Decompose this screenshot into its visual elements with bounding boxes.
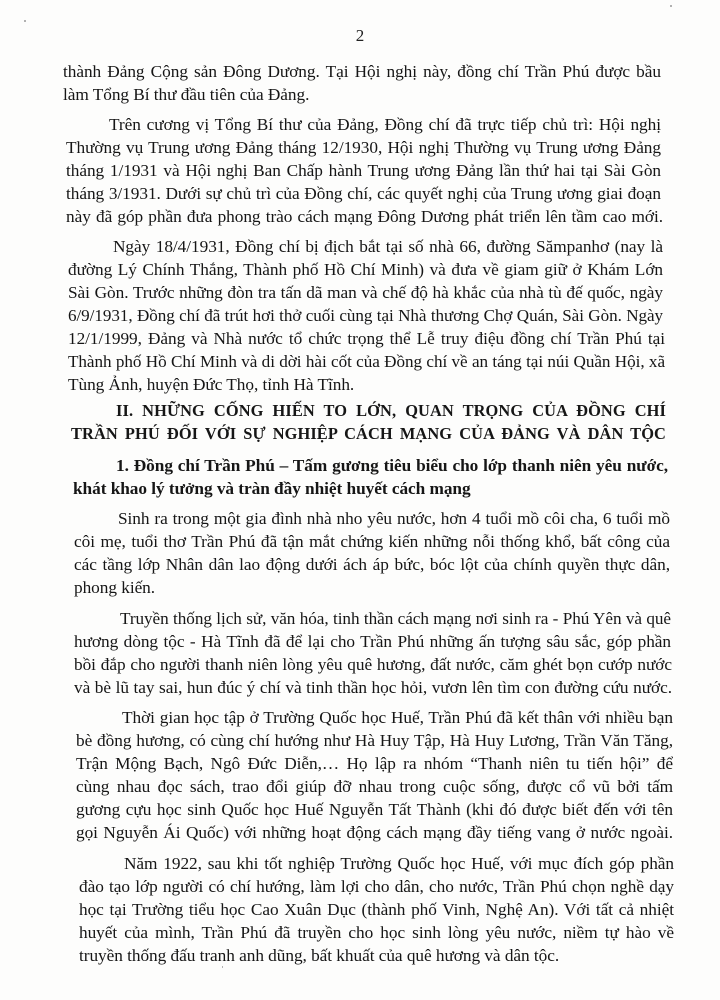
- text-line: gương cựu học sinh Quốc học Huế Nguyễn Tất Thành (khi đó được biết đến với tên: [76, 800, 673, 819]
- text-line: Tùng Ảnh, huyện Đức Thọ, tỉnh Hà Tĩnh.: [68, 375, 355, 394]
- heading-line: II. NHỮNG CỐNG HIẾN TO LỚN, QUAN TRỌNG CỦA ĐỒNG CHÍ: [116, 401, 666, 420]
- text-line: Sinh ra trong một gia đình nhà nho yêu nước, hơn 4 tuổi mồ côi cha, 6 tuổi mồ: [118, 509, 670, 528]
- text-line: Năm 1922, sau khi tốt nghiệp Trường Quốc học Huế, với mục đích góp phần: [124, 854, 674, 873]
- scan-speck: [24, 20, 26, 22]
- scan-speck: [670, 5, 672, 7]
- text-line: huyết của mình, Trần Phú đã truyền cho học sinh lòng yêu nước, niềm tự hào về: [79, 923, 674, 942]
- text-line: đường Lý Chính Thắng, Thành phố Hồ Chí Minh) và đưa về giam giữ ở Khám Lớn: [68, 260, 663, 279]
- text-line: gọi Nguyễn Ái Quốc) với những hoạt động cách mạng đầy tiếng vang ở nước ngoài.: [76, 823, 673, 842]
- scan-speck: [222, 966, 223, 968]
- text-line: làm Tổng Bí thư đầu tiên của Đảng.: [63, 85, 310, 104]
- text-line: thành Đảng Cộng sản Đông Dương. Tại Hội nghị này, đồng chí Trần Phú được bầu: [63, 62, 661, 81]
- text-line: phong kiến.: [74, 578, 156, 597]
- text-line: truyền thống đấu tranh anh dũng, bất khuất của quê hương và dân tộc.: [79, 946, 560, 965]
- text-line: Sài Gòn. Trước những đòn tra tấn dã man và chế độ hà khắc của nhà tù đế quốc, ngày: [68, 283, 663, 302]
- text-line: và bè lũ tay sai, hun đúc ý chí và tinh thần học hỏi, vươn lên tìm con đường cứu nước.: [74, 678, 672, 697]
- page-number: 2: [355, 26, 365, 45]
- text-line: các tầng lớp Nhân dân lao động dưới ách áp bức, bóc lột của chính quyền thực dân,: [74, 555, 670, 574]
- text-line: 12/1/1999, Đảng và Nhà nước tổ chức trọng thể Lễ truy điệu đồng chí Trần Phú tại: [68, 329, 665, 348]
- text-line: tháng 3/1931. Dưới sự chủ trì của Đồng chí, các quyết nghị của Trung ương giai đoạn: [66, 184, 661, 203]
- heading-line: TRẦN PHÚ ĐỐI VỚI SỰ NGHIỆP CÁCH MẠNG CỦA ĐẢNG VÀ DÂN TỘC: [71, 424, 666, 443]
- text-line: Truyền thống lịch sử, văn hóa, tinh thần cách mạng nơi sinh ra - Phú Yên và quê: [120, 609, 671, 628]
- text-line: Thường vụ Trung ương Đảng tháng 12/1930, Hội nghị Thường vụ Trung ương Đảng: [66, 138, 661, 157]
- text-line: đào tạo lớp người có chí hướng, làm lợi cho dân, cho nước, Trần Phú chọn nghề dạy: [79, 877, 674, 896]
- text-line: 6/9/1931, Đồng chí đã trút hơi thở cuối cùng tại Nhà thương Chợ Quán, Sài Gòn. Ngày: [68, 306, 663, 325]
- text-line: bồi đắp cho người thanh niên lòng yêu quê hương, đất nước, căm ghét bọn cướp nước: [74, 655, 672, 674]
- text-line: Thành phố Hồ Chí Minh và di dời hài cốt của Đồng chí về an táng tại núi Quần Hội, xã: [68, 352, 665, 371]
- text-line: côi mẹ, tuổi thơ Trần Phú đã tận mắt chứng kiến những nỗi thống khổ, bất công của: [74, 532, 670, 551]
- text-line: Trận Mộng Bạch, Ngô Đức Diễn,… Họ lập ra nhóm “Thanh niên tu tiến hội” để: [76, 754, 673, 773]
- heading-line: 1. Đồng chí Trần Phú – Tấm gương tiêu biểu cho lớp thanh niên yêu nước,: [116, 456, 668, 475]
- text-line: cùng nhau đọc sách, trao đổi giúp đỡ nhau trong cuộc sống, được cổ vũ bởi tấm: [76, 777, 673, 796]
- text-line: Trên cương vị Tổng Bí thư của Đảng, Đồng chí đã trực tiếp chủ trì: Hội nghị: [109, 115, 661, 134]
- text-line: bè đồng hương, có cùng chí hướng như Hà Huy Tập, Hà Huy Lương, Trần Văn Tăng,: [76, 731, 673, 750]
- text-line: Ngày 18/4/1931, Đồng chí bị địch bắt tại số nhà 66, đường Sămpanhơ (nay là: [113, 237, 663, 256]
- heading-line: khát khao lý tưởng và tràn đầy nhiệt huyết cách mạng: [73, 479, 471, 498]
- text-line: hương dòng tộc - Hà Tĩnh đã để lại cho Trần Phú những ấn tượng sâu sắc, góp phần: [74, 632, 671, 651]
- text-line: học tại Trường tiểu học Cao Xuân Dục (thành phố Vinh, Nghệ An). Với tất cả nhiệt: [79, 900, 674, 919]
- text-line: Thời gian học tập ở Trường Quốc học Huế, Trần Phú đã kết thân với nhiều bạn: [122, 708, 673, 727]
- text-line: này đã góp phần đưa phong trào cách mạng Đông Dương phát triển lên tầm cao mới.: [66, 207, 663, 226]
- text-line: tháng 1/1931 và Hội nghị Ban Chấp hành Trung ương Đảng lần thứ hai tại Sài Gòn: [66, 161, 661, 180]
